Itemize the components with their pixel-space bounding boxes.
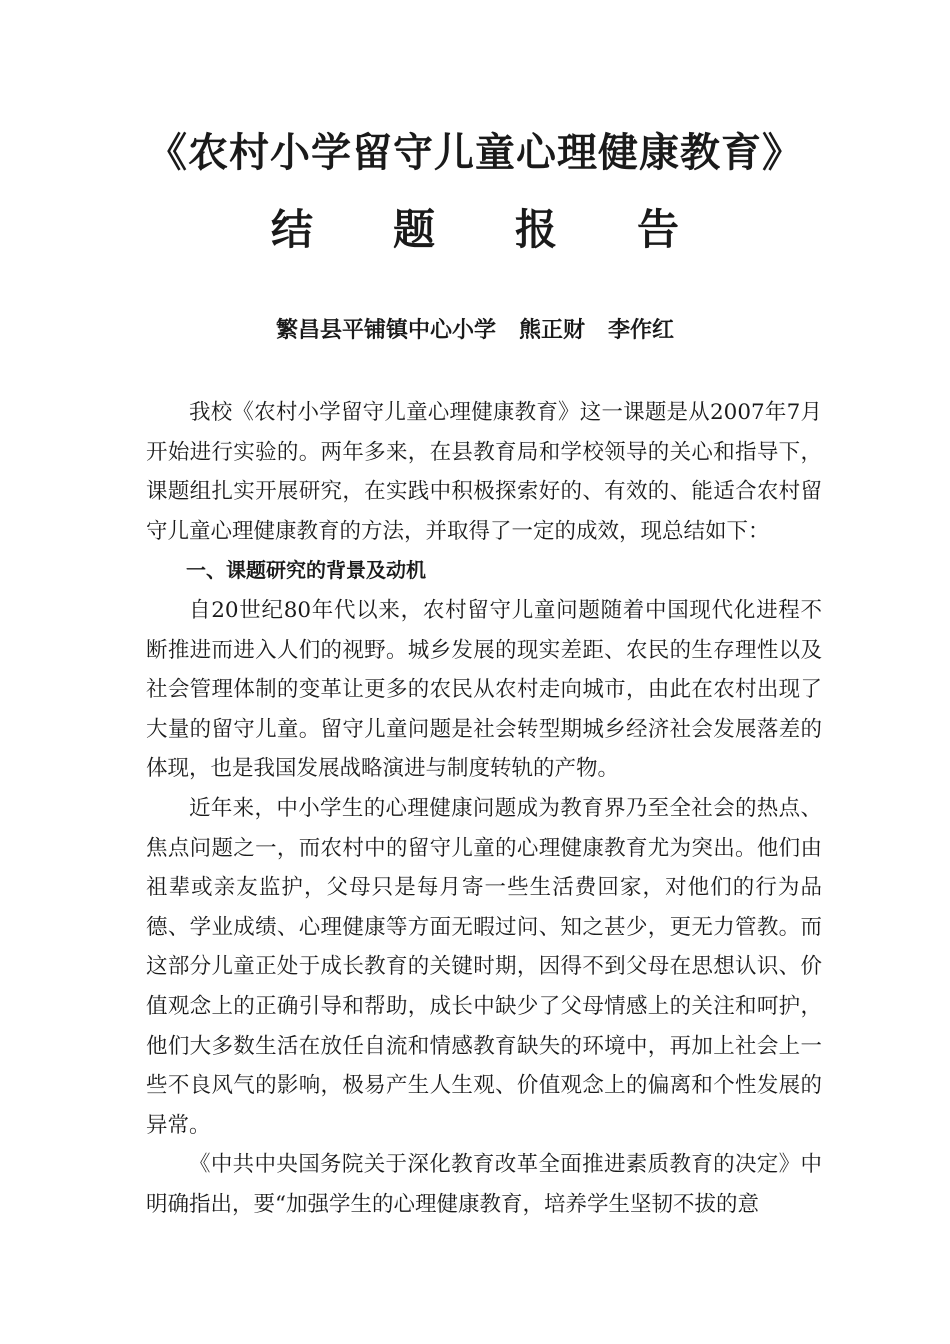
- section-heading: 一、课题研究的背景及动机: [186, 558, 426, 583]
- author-line: 繁昌县平铺镇中心小学 熊正财 李作红: [276, 318, 674, 343]
- body-paragraph: 《中共中央国务院关于深化教育改革全面推进素质教育的决定》中明确指出，要“加强学生的心理健康教育，培养学生坚韧不拔的意: [146, 1152, 822, 1217]
- body-paragraph: 自20世纪80年代以来，农村留守儿童问题随着中国现代化进程不断推进而进入人们的视野。城乡发展的现实差距、农民的生存理性以及社会管理体制的变革让更多的农民从农村走向城市，由此在农村出现了大量的留守儿童。留守儿童问题是社会转型期城乡经济社会发展落差的体现，也是我国发展战略演进与制度转轨的产物。: [146, 597, 822, 782]
- document-subtitle: 结题报告: [270, 205, 759, 254]
- intro-paragraph: 我校《农村小学留守儿童心理健康教育》这一课题是从2007年7月开始进行实验的。两年多来，在县教育局和学校领导的关心和指导下，课题组扎实开展研究，在实践中积极探索好的、有效的、能适合农村留守儿童心理健康教育的方法，并取得了一定的成效，现总结如下：: [146, 400, 822, 544]
- document-body: [146, 393, 822, 1224]
- document-title: 《农村小学留守儿童心理健康教育》: [147, 130, 803, 176]
- body-paragraph: 近年来，中小学生的心理健康问题成为教育界乃至全社会的热点、焦点问题之一，而农村中的留守儿童的心理健康教育尤为突出。他们由祖辈或亲友监护，父母只是每月寄一些生活费回家，对他们的行为品德、学业成绩、心理健康等方面无暇过问、知之甚少，更无力管教。而这部分儿童正处于成长教育的关键时期，因得不到父母在思想认识、价值观念上的正确引导和帮助，成长中缺少了父母情感上的关注和呵护，他们大多数生活在放任自流和情感教育缺失的环境中，再加上社会上一些不良风气的影响，极易产生人生观、价值观念上的偏离和个性发展的异常。: [146, 795, 822, 1138]
